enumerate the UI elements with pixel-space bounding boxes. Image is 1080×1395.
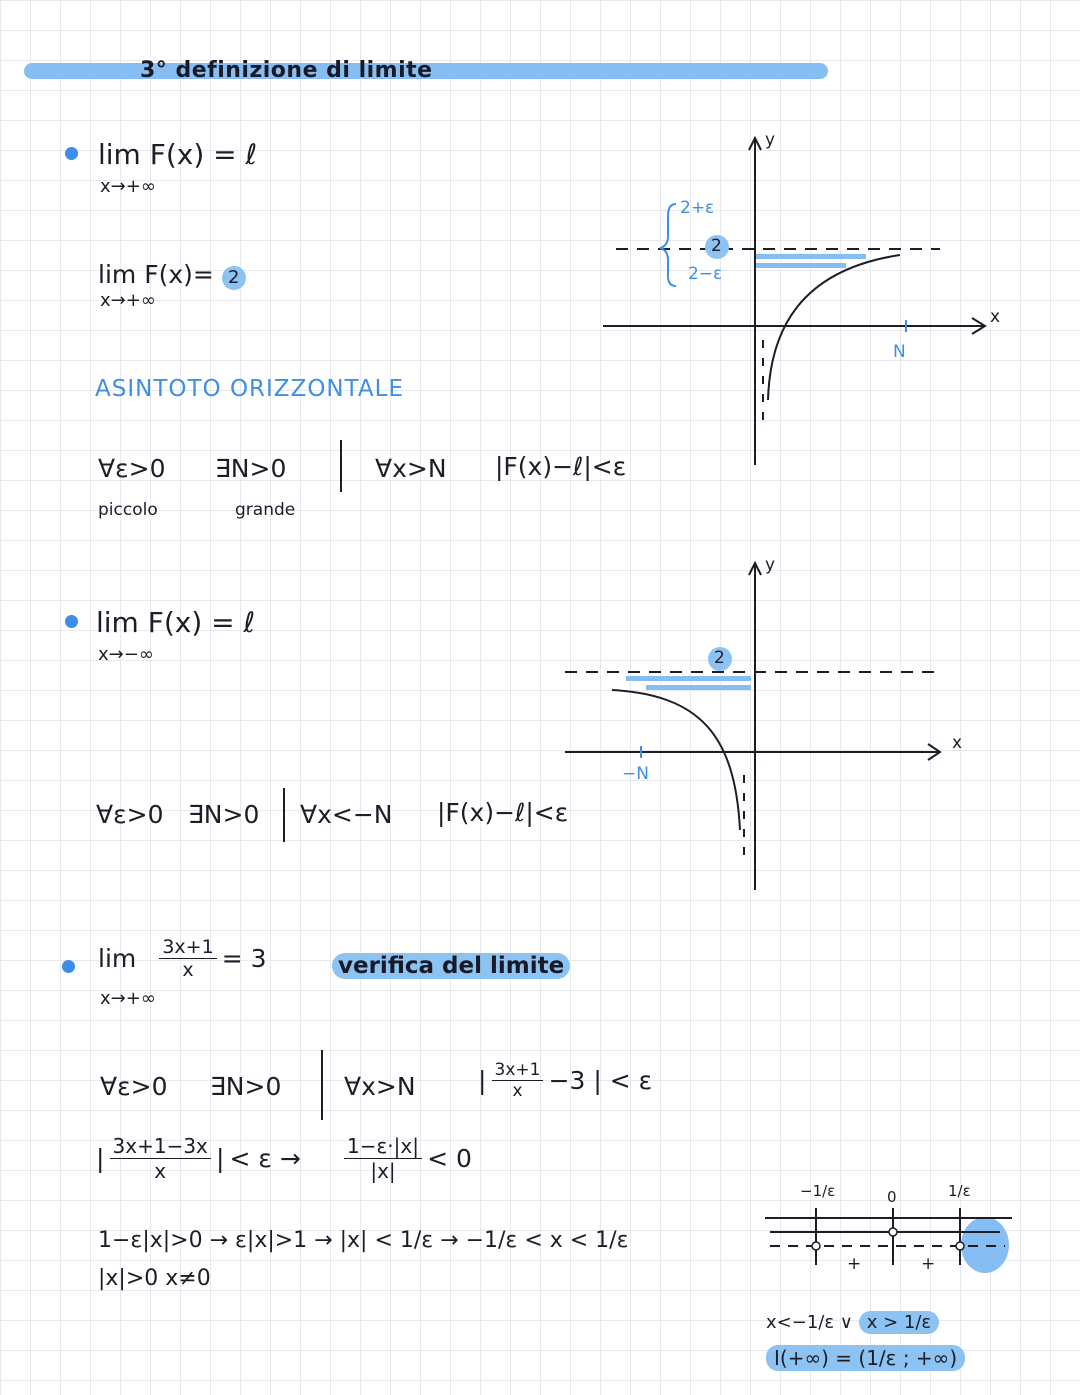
step1-num: 3x+1−3x: [110, 1134, 211, 1159]
step2-num: 1−ε·|x|: [344, 1134, 422, 1159]
step4: |x|>0 x≠0: [98, 1266, 211, 1291]
page-title: 3° definizione di limite: [140, 58, 433, 83]
lim-denominator: x: [182, 959, 194, 981]
interval-result: I(+∞) = (1/ε ; +∞): [766, 1345, 965, 1371]
lim-word: lim: [98, 944, 137, 973]
step1: | $\frac{3x+1-3x}{x}$ | < ε →: [96, 1134, 301, 1183]
graph2-y-label: y: [765, 555, 776, 575]
graph2-n-label: −N: [622, 764, 649, 784]
interval-line: [766, 1346, 965, 1370]
def3-exists-n: ∃N>0: [210, 1072, 282, 1101]
result-pill: x > 1/ε: [859, 1311, 939, 1334]
note-piccolo: piccolo: [98, 500, 158, 520]
sign-label-left: −1/ε: [800, 1182, 836, 1200]
example-lim-sub: x→+∞: [100, 290, 156, 311]
sign-label-zero: 0: [887, 1188, 897, 1206]
graph1-upper-label: 2+ε: [680, 198, 715, 218]
def3-condition: | $\frac{3x+1}{x}$ −3 | < ε: [478, 1060, 653, 1101]
graph1-center-label: 2: [711, 236, 722, 256]
def2-exists-n: ∃N>0: [188, 800, 260, 829]
lim-minus-inf-sub: x→−∞: [98, 644, 154, 665]
def3-forall-eps: ∀ε>0: [100, 1072, 168, 1101]
result-line: [766, 1312, 939, 1333]
lim-fraction-sub: x→+∞: [100, 988, 156, 1009]
lim-plus-inf-expr: lim F(x) = ℓ: [98, 138, 258, 171]
example-lim-value: 2: [222, 266, 246, 290]
def1-exists-n: ∃N>0: [215, 454, 287, 483]
sign-label-right: 1/ε: [948, 1182, 971, 1200]
sign-plus-2: +: [921, 1254, 936, 1274]
sign-point-right: [956, 1242, 964, 1250]
sign-point-left: [812, 1242, 820, 1250]
lim-numerator: 3x+1: [159, 936, 216, 959]
asymptote-label: ASINTOTO ORIZZONTALE: [95, 376, 404, 402]
step1-den: x: [154, 1159, 167, 1183]
def1-forall-x: ∀x>N: [375, 454, 447, 483]
graph1-y-label: y: [765, 130, 776, 150]
step2-rest: < 0: [427, 1144, 472, 1173]
def3-cond-num: 3x+1: [492, 1060, 544, 1081]
def2-condition: |F(x)−ℓ|<ε: [437, 798, 569, 827]
graph1-x-label: x: [990, 307, 1001, 327]
step1-rest: < ε →: [229, 1144, 301, 1173]
def3-forall-x: ∀x>N: [344, 1072, 416, 1101]
graph2-center-label: 2: [714, 648, 725, 668]
graph1-lower-label: 2−ε: [688, 264, 723, 284]
note-grande: grande: [235, 500, 296, 520]
lim-plus-inf-sub: x→+∞: [100, 176, 156, 197]
example-lim-text: lim F(x)=: [98, 260, 214, 289]
step2-den: |x|: [370, 1159, 396, 1183]
def3-cond-den: x: [512, 1081, 523, 1101]
graph2-x-label: x: [952, 733, 963, 753]
lim-equals: = 3: [221, 944, 267, 973]
def3-cond-rest: −3 | < ε: [548, 1066, 653, 1095]
sign-point-zero: [889, 1228, 897, 1236]
result-text: x<−1/ε ∨: [766, 1312, 853, 1333]
lim-minus-inf-expr: lim F(x) = ℓ: [96, 606, 256, 639]
def2-forall-eps: ∀ε>0: [96, 800, 164, 829]
step3: 1−ε|x|>0 → ε|x|>1 → |x| < 1/ε → −1/ε < x < 1/ε: [98, 1228, 629, 1253]
def1-forall-eps: ∀ε>0: [98, 454, 166, 483]
verify-label: verifica del limite: [332, 953, 570, 979]
sign-plus-1: +: [847, 1254, 862, 1274]
def2-forall-x: ∀x<−N: [300, 800, 393, 829]
def1-condition: |F(x)−ℓ|<ε: [495, 452, 627, 481]
graph1-n-label: N: [893, 342, 906, 362]
